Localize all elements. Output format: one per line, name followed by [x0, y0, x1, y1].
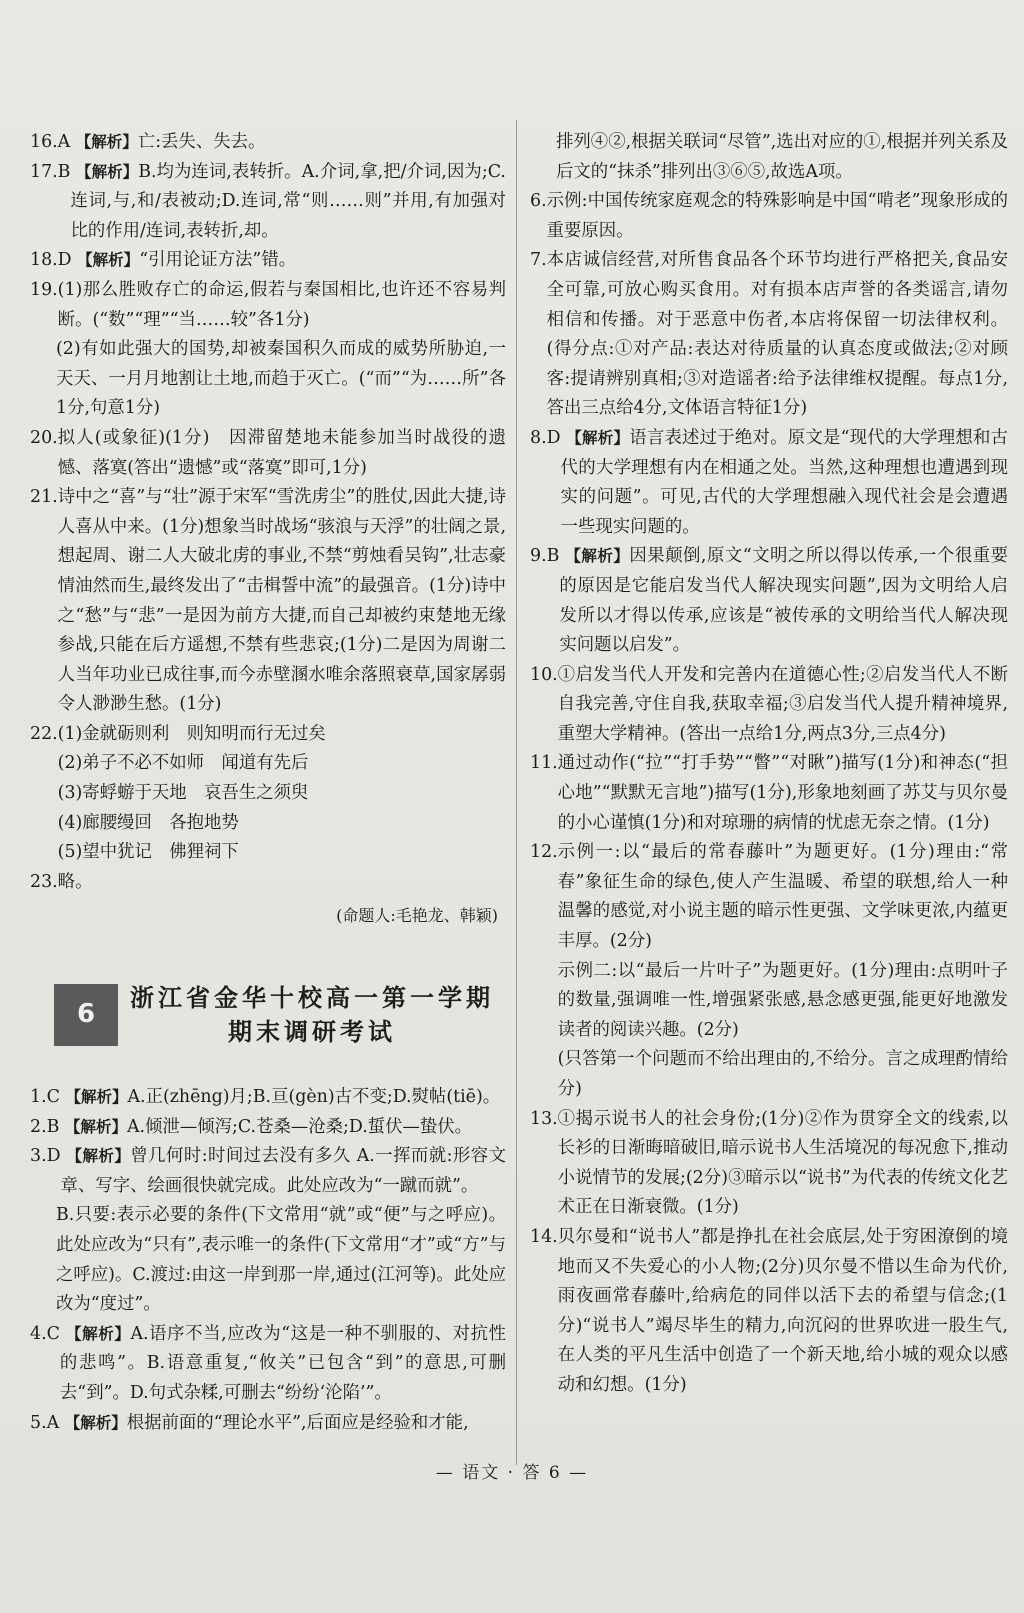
item-number: 16.A — [30, 132, 71, 152]
answer-item-18 — [30, 246, 506, 276]
analysis-tag: 【 解析 】 — [67, 1147, 131, 1165]
item-number: 8.D — [530, 427, 561, 448]
item-text: 示例一:以“最后的常春藤叶”为题更好。(1分)理由:“常春”象征生命的绿色,使人产生温暖、希望的联想,给人一种温馨的感觉,对小说主题的暗示性更强、文学味更浓,内蕴更丰厚。(2分) — [557, 842, 1008, 952]
item-text: 本店诚信经营,对所售食品各个环节均进行严格把关,食品安全可靠,可放心购买食用。对有损本店声誉的各类谣言,请勿相信和传播。对于恶意中伤者,本店将保留一切法律权利。(得分点:①对产品:表达对待质量的认真态度或做法;②对顾客:提请辨别真相;③对造谣者:给予法律维权提醒。每点1分,答出三点给4分,文体语言特征1分) — [546, 250, 1008, 419]
item-text: 通过动作(“拉”“打手势”“瞥”“对瞅”)描写(1分)和神态(“担心地”“默默无言地”)描写(1分),形象地刻画了苏艾与贝尔曼的小心谨慎(1分)和对琼珊的病情的忧虑无奈之情。(1分) — [557, 753, 1008, 833]
dictation-line: (3)寄蜉蝣于天地 哀吾生之须臾 — [57, 783, 309, 804]
analysis-tag: 【 解析 】 — [565, 547, 629, 565]
item-subparagraph: B.只要:表示必要的条件(下文常用“就”或“便”与之呼应)。此处应改为“只有”,表示唯一的条件(下文常用“才”或“方”与之呼应)。C.渡过:由这一岸到那一岸,通过(江河等)。此处应改为“度过”。 — [56, 1205, 506, 1315]
item-text: 根据前面的“理论水平”,后面应是经验和才能, — [126, 1412, 469, 1433]
answer-item-17 — [30, 158, 506, 247]
analysis-tag: 【 解析 】 — [76, 133, 138, 151]
item-continuation: 排列④②,根据关联词“尽管”,选出对应的①,根据并列关系及后文的“抹杀”排列出③⑥⑤,故选A项。 — [556, 132, 1008, 182]
answer-item-8 — [530, 424, 1008, 542]
answer-item-22 — [30, 720, 506, 868]
item-text: 示例:中国传统家庭观念的特殊影响是中国“啃老”现象形成的重要原因。 — [546, 191, 1008, 241]
answer-item-14 — [530, 1223, 1008, 1401]
item-number: 10. — [530, 664, 558, 685]
analysis-tag: 【 解析 】 — [66, 1325, 130, 1343]
item-number: 17.B — [30, 161, 71, 182]
answer-item-7 — [530, 246, 1008, 424]
item-number: 1.C — [30, 1087, 60, 1108]
dictation-line: (4)廊腰缦回 各抱地势 — [57, 812, 239, 833]
page-footer: — 语文 · 答 6 — — [435, 1463, 589, 1483]
item-number: 3.D — [30, 1146, 61, 1167]
item-number: 5.A — [30, 1412, 60, 1433]
answer-item-3 — [30, 1142, 506, 1201]
item-text: 贝尔曼和“说书人”都是挣扎在社会底层,处于穷困潦倒的境地而又不失爱心的小人物;(2分)贝尔曼不惜以生命为代价,雨夜画常春藤叶,给病危的同伴以活下去的希望与信念;(1分)“说书人”竭尽毕生的精力,向沉闷的世界吹进一股生气,在人类的平凡生活中创造了一个新天地,给小城的观众以感动和幻想。(1分) — [557, 1226, 1008, 1395]
item-text: A.正(zhēng)月;B.亘(gèn)古不变;D.熨帖(tiē)。 — [127, 1087, 501, 1108]
item-text: A.语序不当,应改为“这是一种不驯服的、对抗性的悲鸣”。B.语意重复,“攸关”已包含“到”的意思,可删去“到”。D.句式杂糅,可删去“纷纷‘沦陷’”。 — [59, 1323, 506, 1403]
item-text: B.均为连词,表转折。A.介词,拿,把/介词,因为;C.连词,与,和/表被动;D.连词,常“则……则”并用,有加强对比的作用/连词,表转折,却。 — [70, 161, 506, 241]
item-text: 诗中之“喜”与“壮”源于宋军“雪洗虏尘”的胜仗,因此大捷,诗人喜从中来。(1分)想象当时战场“骇浪与天浮”的壮阔之景,想起周、谢二人大破北虏的事业,不禁“剪烛看吴钩”,壮志豪情油然而生,最终发出了“击楫誓中流”的最强音。(1分)诗中之“愁”与“悲”一是因为前方大捷,而自己却被约束楚地无缘参战,只能在后方遥想,不禁有些悲哀;(1分)二是因为周谢二人当年功业已成往事,而今赤壁溷水唯余落照衰草,国家孱弱令人渺渺生愁。(1分) — [57, 487, 506, 715]
item-number: 18.D — [30, 250, 72, 271]
analysis-tag: 【 解析 】 — [77, 251, 139, 269]
answer-item-16 — [30, 128, 506, 158]
item-number: 20. — [30, 427, 58, 448]
analysis-tag: 【 解析 】 — [65, 1088, 127, 1106]
exam-section-header — [54, 973, 506, 1057]
item-number: 11. — [530, 753, 558, 774]
item-number: 19. — [30, 279, 58, 300]
item-number: 9.B — [530, 546, 560, 567]
item-number: 21. — [30, 487, 58, 508]
exam-title-line: 期末调研考试 — [228, 1018, 396, 1047]
author-credit: (命题人:毛艳龙、韩颖) — [336, 906, 498, 926]
right-column — [530, 128, 1008, 1401]
analysis-tag: 【 解析 】 — [566, 429, 629, 447]
column-divider — [516, 120, 517, 1465]
item-text: 亡:丢失、失去。 — [137, 132, 266, 152]
item-text: (1)那么胜败存亡的命运,假若与秦国相比,也许还不容易判断。(“数”“理”“当……较”各1分) — [57, 279, 506, 330]
dictation-line: (1)金就砺则利 则知明而行无过矣 — [57, 723, 326, 744]
answer-item-9 — [530, 542, 1008, 660]
answer-item-2 — [30, 1113, 506, 1143]
item-text: ①揭示说书人的社会身份;(1分)②作为贯穿全文的线索,以长衫的日渐晦暗破旧,暗示说书人生活境况的每况愈下,推动小说情节的发展;(2分)③暗示以“说书”为代表的传统文化艺术正在日渐衰微。(1分) — [557, 1108, 1008, 1218]
exam-number-badge: 6 — [54, 984, 118, 1046]
answer-item-6 — [530, 187, 1008, 246]
item-text: “引用论证方法”错。 — [139, 250, 297, 271]
item-text: 略。 — [57, 871, 93, 892]
item-text: ①启发当代人开发和完善内在道德心性;②启发当代人不断自我完善,守住自我,获取幸福;③启发当代人提升精神境界,重塑大学精神。(答出一点给1分,两点3分,三点4分) — [557, 664, 1008, 744]
answer-item-5 — [30, 1409, 506, 1439]
left-column — [30, 128, 506, 1438]
item-text: 语言表述过于绝对。原文是“现代的大学理想和古代的大学理想有内在相通之处。当然,这种理想也遭遇到现实的问题”。可见,古代的大学理想融入现代社会是会遭遇一些现实问题的。 — [560, 427, 1008, 537]
answer-item-10 — [530, 661, 1008, 750]
item-text: 因果颠倒,原文“文明之所以得以传承,一个很重要的原因是它能启发当代人解决现实问题”,因为文明给人启发所以才得以传承,应该是“被传承的文明给当代人解决现实问题以启发”。 — [559, 546, 1008, 656]
analysis-tag: 【 解析 】 — [65, 1414, 127, 1432]
answer-item-19 — [30, 276, 506, 335]
answer-item-1 — [30, 1083, 506, 1113]
answer-item-21 — [30, 483, 506, 720]
answer-item-4 — [30, 1320, 506, 1409]
exam-title — [130, 981, 494, 1049]
dictation-line: (5)望中犹记 佛狸祠下 — [57, 842, 239, 863]
analysis-tag: 【 解析 】 — [65, 1118, 127, 1136]
item-number: 22. — [30, 723, 58, 744]
item-number: 4.C — [30, 1323, 60, 1344]
answer-item-13 — [530, 1105, 1008, 1223]
answer-item-23 — [30, 868, 506, 898]
item-number: 14. — [530, 1226, 558, 1247]
dictation-line: (2)弟子不必不如师 闻道有先后 — [57, 753, 309, 774]
item-text: 拟人(或象征)(1分) 因滞留楚地未能参加当时战役的遗憾、落寞(答出“遗憾”或“落寞”即可,1分) — [57, 427, 506, 478]
item-subparagraph: (2)有如此强大的国势,却被秦国积久而成的威势所胁迫,一天天、一月月地割让土地,而趋于灭亡。(“而”“为……所”各1分,句意1分) — [56, 339, 506, 419]
item-number: 12. — [530, 842, 558, 863]
item-text: 示例二:以“最后一片叶子”为题更好。(1分)理由:点明叶子的数量,强调唯一性,增强紧张感,悬念感更强,能更好地激发读者的阅读兴趣。(2分) — [557, 960, 1008, 1040]
item-number: 23. — [30, 871, 58, 892]
item-number: 6. — [530, 191, 547, 212]
answer-item-20 — [30, 424, 506, 483]
item-text: A.倾泄—倾泻;C.苍桑—沧桑;D.蜇伏—蛰伏。 — [126, 1116, 473, 1137]
answer-item-11 — [530, 749, 1008, 838]
analysis-tag: 【 解析 】 — [76, 163, 138, 181]
exam-title-line: 浙江省金华十校高一第一学期 — [130, 984, 494, 1013]
item-number: 13. — [530, 1108, 558, 1129]
item-number: 2.B — [30, 1116, 60, 1137]
item-number: 7. — [530, 250, 547, 271]
item-text: 曾几何时:时间过去没有多久 A.一挥而就:形容文章、写字、绘画很快就完成。此处应改为“一蹴而就”。 — [60, 1146, 506, 1196]
answer-item-12 — [530, 838, 1008, 1104]
item-text: (只答第一个问题而不给出理由的,不给分。言之成理酌情给分) — [557, 1049, 1008, 1099]
